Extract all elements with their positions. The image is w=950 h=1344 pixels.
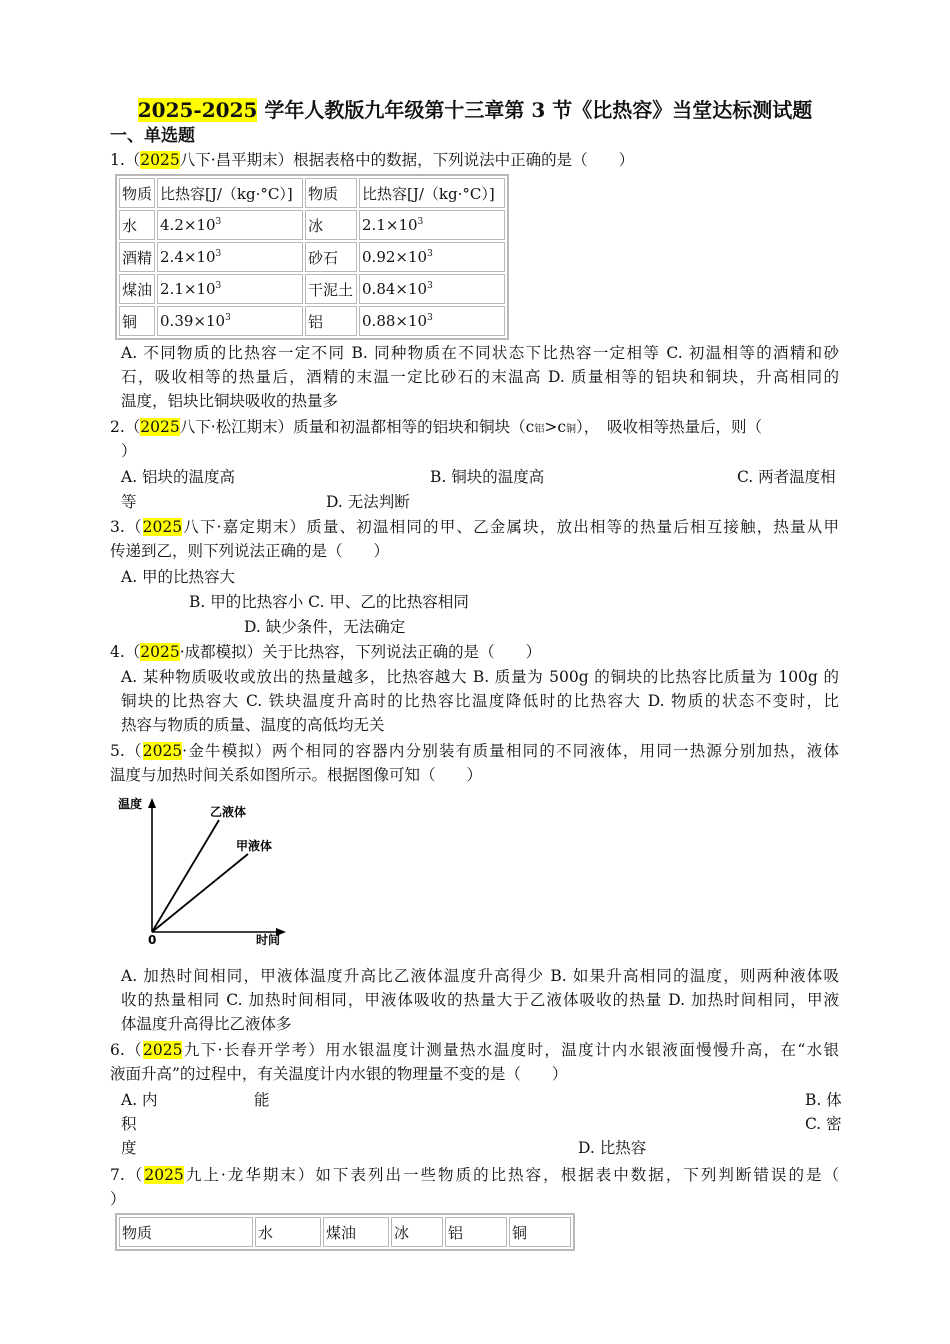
question-4-options: 铜块的比热容大 C. 铁块温度升高时的比热容比温度降低时的比热容大 D. 物质的状态不变时，比 [121, 692, 839, 710]
table-cell: $0.39\times 10^3$ [157, 306, 303, 336]
x-axis-label: 时间 [256, 933, 281, 947]
question-4-stem: 4.（2025·成都模拟）关于比热容，下列说法正确的是（ ） [110, 643, 542, 661]
temperature-time-graph [112, 792, 292, 947]
option-a: A. 甲的比热容大 [121, 568, 236, 586]
specific-heat-table [115, 174, 509, 340]
line-label-jia: 甲液体 [236, 839, 273, 853]
table-cell: 冰 [305, 210, 357, 240]
y-axis-arrow [148, 798, 156, 808]
table-cell: 物质 [119, 178, 155, 208]
table-cell: $2.4\times 10^3$ [157, 242, 303, 272]
option-b: B. 体 [805, 1091, 842, 1109]
option-b-cont: 积 [121, 1115, 137, 1133]
table-cell: $0.92\times 10^3$ [359, 242, 505, 272]
question-4-options: A. 某种物质吸收或放出的热量越多，比热容越大 B. 质量为 500g 的铜块的比热容比质量为 100g 的 [121, 668, 839, 686]
question-4-options: 热容与物质的质量、温度的高低均无关 [121, 716, 385, 734]
question-5-options: A. 加热时间相同，甲液体温度升高比乙液体温度升高得少 B. 如果升高相同的温度，则两种液体吸 [121, 967, 839, 985]
year-tag: 2025 [140, 643, 180, 661]
table-row [119, 242, 505, 272]
table-cell: $0.88\times 10^3$ [359, 306, 505, 336]
table-cell: 水 [119, 210, 155, 240]
option-a-cont: 能 [254, 1091, 270, 1109]
year-tag: 2025 [140, 151, 180, 169]
table-cell: 铝 [305, 306, 357, 336]
option-d: D. 比热容 [578, 1139, 647, 1157]
table-row [119, 210, 505, 240]
question-6-stem-cont: 液面升高”的过程中，有关温度计内水银的物理量不变的是（ ） [110, 1065, 568, 1083]
option-d: D. 无法判断 [326, 493, 410, 511]
table-cell: 铝 [445, 1217, 507, 1247]
table-row [119, 274, 505, 304]
option-c-cont: 度 [121, 1139, 137, 1157]
table-cell: 水 [255, 1217, 321, 1247]
table-cell: 比热容[J/（kg·°C）] [359, 178, 505, 208]
table-cell: $2.1\times 10^3$ [157, 274, 303, 304]
table-cell: 煤油 [323, 1217, 389, 1247]
table-cell: 冰 [391, 1217, 443, 1247]
question-2-stem-cont: ） [121, 442, 137, 460]
line-liquid-jia [152, 854, 248, 932]
year-tag: 2025 [142, 518, 183, 536]
question-7-stem-cont: ） [110, 1190, 126, 1208]
y-axis-label: 温度 [118, 797, 143, 811]
table-cell: 物质 [305, 178, 357, 208]
substance-table [115, 1213, 575, 1251]
question-1-options: A. 不同物质的比热容一定不同 B. 同种物质在不同状态下比热容一定相等 C. 初温相等的酒精和砂 [121, 344, 839, 362]
question-3-stem: 3.（2025八下·嘉定期末）质量、初温相同的甲、乙金属块，放出相等的热量后相互接触，热量从甲 [110, 518, 839, 536]
question-6-stem: 6.（2025九下·长春开学考）用水银温度计测量热水温度时，温度计内水银液面慢慢升高，在“水银 [110, 1041, 839, 1059]
question-5-stem-cont: 温度与加热时间关系如图所示。根据图像可知（ ） [110, 766, 483, 784]
table-cell: 铜 [509, 1217, 571, 1247]
question-5-options: 体温度升高得比乙液体多 [121, 1015, 292, 1033]
table-cell: $4.2\times 10^3$ [157, 210, 303, 240]
year-tag: 2025 [143, 1041, 183, 1059]
table-cell: 比热容[J/（kg·°C）] [157, 178, 303, 208]
question-7-stem: 7.（2025九上·龙华期末）如下表列出一些物质的比热容，根据表中数据，下列判断错误的是（ [110, 1166, 839, 1184]
section-heading: 一、单选题 [110, 126, 195, 146]
line-liquid-yi [152, 820, 219, 932]
year-tag: 2025 [140, 418, 180, 436]
table-cell: 酒精 [119, 242, 155, 272]
question-1-stem: 1.（2025八下·昌平期末）根据表格中的数据，下列说法中正确的是（ ） [110, 151, 635, 169]
table-cell: 砂石 [305, 242, 357, 272]
question-1-options: 温度，铝块比铜块吸收的热量多 [121, 392, 339, 410]
table-cell: 干泥土 [305, 274, 357, 304]
table-header-row [119, 178, 505, 208]
option-d: D. 缺少条件，无法确定 [244, 618, 406, 636]
option-c-cont: 等 [121, 493, 137, 511]
question-3-stem-cont: 传递到乙，则下列说法正确的是（ ） [110, 542, 390, 560]
year-tag: 2025 [144, 1166, 184, 1184]
origin-label: 0 [148, 933, 157, 947]
table-cell: 物质 [119, 1217, 253, 1247]
table-cell: 煤油 [119, 274, 155, 304]
table-cell: 铜 [119, 306, 155, 336]
table-row [119, 306, 505, 336]
line-label-yi: 乙液体 [210, 805, 247, 819]
option-b: B. 铜块的温度高 [430, 468, 545, 486]
option-c: C. 密 [805, 1115, 842, 1133]
title-year-highlight: 2025-2025 [137, 98, 258, 122]
option-b-c: B. 甲的比热容小 C. 甲、乙的比热容相同 [189, 593, 469, 611]
option-a: A. 内 [121, 1091, 158, 1109]
question-5-options: 收的热量相同 C. 加热时间相同，甲液体吸收的热量大于乙液体吸收的热量 D. 加热时间相同，甲液 [121, 991, 839, 1009]
option-a: A. 铝块的温度高 [121, 468, 236, 486]
table-cell: $2.1\times 10^3$ [359, 210, 505, 240]
page-title [0, 96, 950, 124]
option-c: C. 两者温度相 [737, 468, 836, 486]
question-1-options: 石，吸收相等的热量后，酒精的末温一定比砂石的末温高 D. 质量相等的铝块和铜块，升高相同的 [121, 368, 839, 386]
question-5-stem: 5.（2025·金牛模拟）两个相同的容器内分别装有质量相同的不同液体，用同一热源分别加热，液体 [110, 742, 839, 760]
question-2-stem: 2.（2025八下·松江期末）质量和初温都相等的铝块和铜块（c铝>c铜）， 吸收相等热量后，则（ [110, 418, 763, 436]
year-tag: 2025 [142, 742, 183, 760]
table-cell: $0.84\times 10^3$ [359, 274, 505, 304]
table-header-row [119, 1217, 571, 1247]
title-text: 学年人教版九年级第十三章第 3 节《比热容》当堂达标测试题 [257, 98, 813, 122]
